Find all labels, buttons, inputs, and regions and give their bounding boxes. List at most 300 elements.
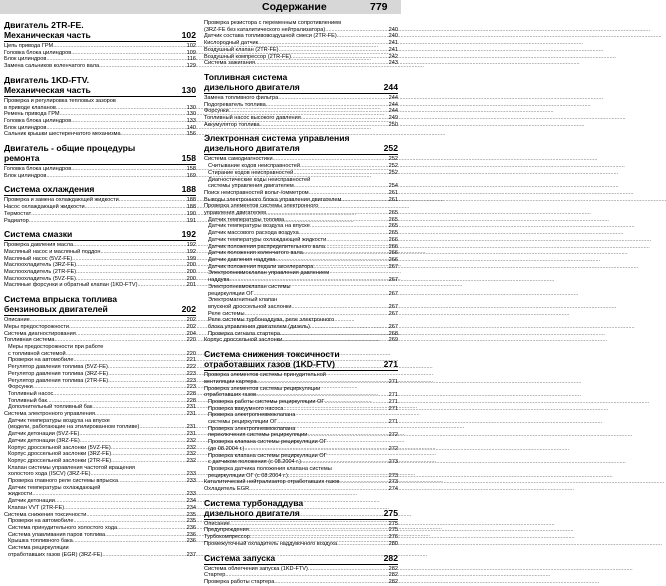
section-rule	[4, 41, 196, 42]
toc-entry[interactable]	[4, 256, 196, 263]
entry-page: 102	[186, 43, 196, 49]
toc-entry[interactable]	[204, 237, 398, 244]
dot-leader	[230, 277, 388, 284]
dot-leader	[266, 102, 388, 109]
entry-page: 268	[388, 330, 398, 337]
dot-leader	[118, 478, 186, 485]
entry-title: Головка блока цилиндров	[4, 117, 72, 124]
toc-entry[interactable]	[204, 406, 398, 413]
entry-page: 252	[388, 156, 398, 163]
toc-entry[interactable]	[4, 317, 196, 324]
toc-entry[interactable]	[204, 122, 398, 129]
toc-entry[interactable]	[4, 438, 196, 445]
toc-entry[interactable]	[204, 572, 398, 579]
section-rule	[4, 315, 196, 316]
toc-entry[interactable]	[204, 223, 398, 230]
toc-entry[interactable]	[204, 297, 398, 304]
toc-entry[interactable]	[4, 324, 196, 331]
entry-page: 202	[186, 323, 196, 330]
toc-entry[interactable]	[204, 372, 398, 379]
entry-title: Предупреждения	[204, 527, 249, 534]
entry-title: Промежуточный охладитель наддувочного воздуха	[204, 540, 338, 547]
toc-entry[interactable]	[4, 331, 196, 338]
toc-entry[interactable]	[204, 453, 398, 460]
entry-page: 156	[186, 131, 196, 138]
entry-title: управления двигателем	[204, 210, 266, 217]
toc-entry[interactable]	[204, 566, 398, 573]
toc-entry[interactable]	[204, 250, 398, 257]
toc-entry[interactable]	[204, 311, 398, 318]
entry-title: Регулятор давления топлива (3RZ-FE)	[8, 370, 109, 377]
entry-title: Стартер	[204, 572, 226, 579]
entry-title: Описание	[4, 317, 30, 324]
toc-entry[interactable]	[204, 337, 398, 344]
section-page: 192	[181, 229, 196, 240]
header-title: Содержание	[262, 1, 327, 13]
toc-entry[interactable]	[4, 378, 196, 385]
dot-leader	[266, 210, 388, 217]
dot-leader	[102, 552, 185, 559]
entry-page: 266	[388, 250, 398, 257]
entry-page: 235	[186, 511, 196, 518]
dot-leader	[72, 256, 185, 263]
toc-entry[interactable]	[4, 337, 196, 344]
toc-entry[interactable]	[204, 230, 398, 237]
entry-title: Меры предосторожности при работе	[8, 343, 104, 350]
dot-leader	[277, 419, 387, 426]
toc-entry[interactable]	[4, 262, 196, 269]
dot-leader	[71, 166, 185, 173]
entry-title: Датчик температуры воздуха на впуске	[208, 223, 310, 230]
entry-page: 109	[186, 49, 196, 56]
entry-page: 233	[186, 478, 196, 485]
dot-leader	[300, 163, 388, 170]
toc-entry[interactable]	[4, 364, 196, 371]
section-heading[interactable]	[204, 349, 398, 370]
entry-page: 271	[388, 405, 398, 412]
dot-leader	[244, 446, 387, 453]
toc-entry[interactable]	[204, 217, 398, 224]
toc-entry[interactable]	[204, 277, 398, 284]
dot-leader	[73, 538, 186, 545]
entry-page: 236	[186, 524, 196, 531]
toc-entry[interactable]	[4, 43, 196, 50]
toc-entry[interactable]	[4, 545, 196, 552]
dot-leader	[301, 459, 388, 466]
toc-section	[204, 548, 398, 586]
dot-leader	[341, 197, 387, 204]
entry-title: Проверка датчика положения клапана системы	[208, 465, 332, 472]
entry-page: 274	[388, 486, 398, 493]
dot-leader	[30, 317, 186, 324]
entry-page: 236	[186, 538, 196, 545]
dot-leader	[121, 131, 186, 138]
toc-entry[interactable]	[204, 412, 398, 419]
toc-entry[interactable]	[204, 177, 398, 184]
entry-title: Цепь привода ГРМ	[4, 43, 54, 49]
toc-entry[interactable]	[4, 357, 196, 364]
entry-title: Датчик массового расхода воздуха	[208, 230, 299, 237]
dot-leader	[258, 40, 388, 47]
dot-leader	[339, 479, 387, 486]
entry-page: 199	[186, 255, 196, 262]
entry-page: 130	[186, 111, 196, 118]
toc-entry[interactable]	[204, 527, 398, 534]
toc-entry[interactable]	[4, 211, 196, 218]
dot-leader	[46, 56, 186, 63]
toc-entry[interactable]	[4, 98, 196, 105]
toc-entry[interactable]	[204, 190, 398, 197]
dot-leader	[55, 337, 186, 344]
dot-leader	[105, 532, 186, 539]
toc-entry[interactable]	[204, 47, 398, 54]
dot-leader	[225, 572, 387, 579]
section-title: Электронная система управления дизельного двигателя	[204, 133, 350, 154]
toc-entry[interactable]	[204, 446, 398, 453]
entry-page: 271	[388, 398, 398, 405]
toc-entry[interactable]	[4, 249, 196, 256]
entry-title: Блок цилиндров	[4, 124, 47, 131]
section-page: 271	[383, 359, 398, 370]
entry-page: 244	[388, 94, 398, 101]
dot-leader	[337, 33, 388, 40]
entry-title: Корпус дроссельной заслонки (5VZ-FE)	[8, 444, 111, 451]
toc-entry[interactable]	[4, 404, 196, 411]
section-page: 188	[181, 184, 196, 195]
entry-page: 233	[186, 491, 196, 498]
entry-page: 275	[388, 527, 398, 534]
entry-title: Электропневмоклапан системы	[208, 283, 291, 290]
toc-entry[interactable]	[4, 498, 196, 505]
toc-entry[interactable]	[4, 344, 196, 351]
toc-entry[interactable]	[4, 118, 196, 125]
entry-title: Топливный бак	[8, 397, 47, 404]
toc-entry[interactable]	[204, 459, 398, 466]
toc-entry[interactable]	[4, 166, 196, 173]
entry-title: Аккумулятор топлива	[204, 121, 260, 128]
toc-entry[interactable]	[4, 505, 196, 512]
toc-entry[interactable]	[4, 485, 196, 492]
entry-title: Проверка электропневмоклапана	[208, 412, 296, 419]
toc-entry[interactable]	[204, 521, 398, 528]
entry-page: 242	[388, 53, 398, 60]
toc-entry[interactable]	[204, 54, 398, 61]
toc-entry[interactable]	[204, 60, 398, 67]
section-rule	[4, 240, 196, 241]
toc-entry[interactable]	[204, 264, 398, 271]
entry-title: Маслоохладитель (3RZ-FE)	[4, 262, 77, 269]
section-heading[interactable]	[4, 143, 196, 164]
entry-page: 252	[388, 169, 398, 176]
entry-page: 231	[186, 424, 196, 431]
toc-entry[interactable]	[4, 424, 196, 431]
entry-title: Датчик давления наддува	[208, 256, 276, 263]
toc-entry[interactable]	[4, 242, 196, 249]
dot-leader	[291, 54, 388, 61]
entry-page: 188	[186, 197, 196, 204]
entry-title: Замена топливного фильтра	[204, 94, 279, 101]
toc-entry[interactable]	[4, 269, 196, 276]
toc-entry[interactable]	[204, 20, 398, 27]
dot-leader	[76, 269, 186, 276]
section-heading[interactable]	[4, 20, 196, 41]
dot-leader	[292, 304, 388, 311]
dot-leader	[99, 63, 186, 70]
section-heading[interactable]	[4, 229, 196, 240]
toc-entry[interactable]	[4, 351, 196, 358]
toc-entry[interactable]	[204, 432, 398, 439]
entry-title: Турбокомпрессор	[204, 534, 250, 541]
entry-title: Клапан VVT (2TR-FE)	[8, 504, 65, 511]
section-heading[interactable]	[204, 553, 398, 564]
toc-entry[interactable]	[204, 115, 398, 122]
entry-title: Датчик детонации	[8, 498, 55, 505]
entry-title: Электропневмоклапан управления давлением	[208, 270, 330, 277]
toc-entry[interactable]	[204, 270, 398, 277]
dot-leader	[80, 438, 186, 445]
entry-page: 236	[186, 531, 196, 538]
entry-page: 192	[186, 242, 196, 249]
toc-entry[interactable]	[4, 458, 196, 465]
toc-entry[interactable]	[204, 203, 398, 210]
toc-entry[interactable]	[204, 210, 398, 217]
toc-entry[interactable]	[4, 518, 196, 525]
toc-entry[interactable]	[4, 411, 196, 418]
section-heading[interactable]	[4, 294, 196, 315]
entry-title: системы управления двигателем	[208, 183, 294, 190]
toc-entry[interactable]	[204, 304, 398, 311]
entry-page: 267	[388, 324, 398, 331]
entry-page: 273	[388, 479, 398, 486]
toc-entry[interactable]	[4, 105, 196, 112]
dot-leader	[250, 534, 388, 541]
toc-entry[interactable]	[4, 63, 196, 70]
entry-title: Проверка и замена охлаждающей жидкости	[4, 197, 119, 204]
toc-entry[interactable]	[4, 391, 196, 398]
toc-entry[interactable]	[204, 439, 398, 446]
entry-page: 200	[186, 275, 196, 282]
entry-title: в приводе клапанов	[4, 104, 56, 111]
toc-section	[4, 70, 196, 138]
section-title: Система снижения токсичности отработавших газов (1KD-FTV)	[204, 349, 340, 370]
entry-page: 223	[186, 370, 196, 377]
toc-entry[interactable]	[204, 534, 398, 541]
entry-page: 249	[388, 115, 398, 122]
entry-title: Диагностические коды неисправностей	[208, 176, 311, 183]
toc-entry[interactable]	[4, 418, 196, 425]
dot-leader	[260, 122, 388, 129]
entry-title: Описание	[204, 520, 230, 527]
toc-entry[interactable]	[204, 419, 398, 426]
toc-entry[interactable]	[4, 125, 196, 132]
entry-title: переключения системы рециркуляции	[208, 432, 308, 439]
toc-entry[interactable]	[4, 471, 196, 478]
toc-entry[interactable]	[4, 465, 196, 472]
dot-leader	[29, 218, 186, 225]
entry-page: 266	[388, 256, 398, 263]
toc-entry[interactable]	[4, 431, 196, 438]
toc-entry[interactable]	[204, 392, 398, 399]
section-heading[interactable]	[204, 72, 398, 93]
section-heading[interactable]	[204, 133, 398, 154]
section-page: 282	[383, 552, 398, 563]
page-header	[0, 0, 401, 16]
toc-entry[interactable]	[204, 95, 398, 102]
toc-entry[interactable]	[4, 451, 196, 458]
entry-title: Маслоохладитель (2TR-FE)	[4, 269, 77, 276]
entry-title: Система электронного управления	[4, 411, 95, 418]
entry-page: 271	[388, 392, 398, 399]
toc-entry[interactable]	[4, 532, 196, 539]
entry-page: 265	[388, 210, 398, 217]
toc-entry[interactable]	[204, 197, 398, 204]
toc-entry[interactable]	[204, 40, 398, 47]
toc-entry[interactable]	[4, 525, 196, 532]
toc-entry[interactable]	[4, 478, 196, 485]
toc-entry[interactable]	[204, 379, 398, 386]
entry-title: Проверка сигнала стартера	[208, 330, 280, 337]
page-number: 779	[370, 1, 388, 13]
toc-entry[interactable]	[204, 170, 398, 177]
entry-title: жидкости	[8, 491, 33, 498]
entry-page: 243	[388, 60, 398, 67]
dot-leader	[108, 378, 185, 385]
toc-entry[interactable]	[204, 426, 398, 433]
entry-page: 252	[388, 163, 398, 170]
entry-title: Клапан системы управления частотой вращения	[8, 464, 135, 471]
toc-entry[interactable]	[204, 386, 398, 393]
toc-entry[interactable]	[204, 466, 398, 473]
entry-page: 158	[186, 166, 196, 173]
entry-title: Датчик положения педали акселератора	[208, 263, 314, 270]
toc-entry[interactable]	[204, 244, 398, 251]
dot-leader	[301, 115, 388, 122]
entry-page: 201	[186, 282, 196, 289]
entry-title: Маслоохладитель (5VZ-FE)	[4, 275, 76, 282]
toc-entry[interactable]	[204, 163, 398, 170]
entry-title: Датчик температуры топлива	[208, 216, 285, 223]
dot-leader	[31, 211, 186, 218]
entry-title: Проверка главного реле системы впрыска	[8, 478, 118, 485]
entry-page: 140	[186, 124, 196, 131]
entry-title: вентиляции картера	[204, 378, 257, 385]
dot-leader	[255, 60, 388, 67]
toc-entry[interactable]	[4, 204, 196, 211]
entry-page: 234	[186, 498, 196, 505]
entry-title: Проверки на автомобиле	[8, 518, 74, 525]
section-rule	[4, 96, 196, 97]
right-column	[204, 20, 398, 585]
toc-entry[interactable]	[204, 183, 398, 190]
section-rule	[204, 154, 398, 155]
entry-page: 191	[186, 217, 196, 224]
toc-entry[interactable]	[204, 324, 398, 331]
dot-leader	[303, 250, 388, 257]
left-column	[4, 20, 196, 568]
entry-title: Выводы электронного блока управления двигателем	[204, 196, 342, 203]
section-title: Система запуска	[204, 552, 276, 563]
toc-entry[interactable]	[4, 173, 196, 180]
entry-page: 228	[186, 390, 196, 397]
entry-title: Считывание кодов неисправностей	[208, 163, 300, 170]
entry-page: 267	[388, 303, 398, 310]
section-page: 130	[181, 84, 196, 95]
section-heading[interactable]	[4, 75, 196, 96]
toc-entry[interactable]	[4, 512, 196, 519]
toc-entry[interactable]	[4, 491, 196, 498]
toc-entry[interactable]	[204, 579, 398, 586]
entry-page: 254	[388, 183, 398, 190]
toc-section	[4, 138, 196, 179]
dot-leader	[280, 331, 388, 338]
entry-title: Проверка и регулировка тепловых зазоров	[4, 97, 116, 104]
entry-title: Каталитический нейтрализатор отработавших газов	[204, 479, 340, 486]
entry-page: 280	[388, 540, 398, 547]
section-rule	[204, 93, 398, 94]
dot-leader	[325, 244, 388, 251]
entry-title: блока управления двигателем (дизель)	[208, 324, 310, 331]
toc-entry[interactable]	[204, 399, 398, 406]
entry-page: 267	[388, 310, 398, 317]
entry-title: Масляные форсунки и обратный клапан (1KD-FTV)	[4, 282, 138, 289]
entry-page: 169	[186, 172, 196, 179]
toc-entry[interactable]	[204, 486, 398, 493]
entry-page: 261	[388, 196, 398, 203]
entry-title: Ремень привода ГРМ	[4, 111, 60, 118]
section-heading[interactable]	[4, 184, 196, 195]
entry-title: Крышка топливного бака	[8, 538, 73, 545]
entry-title: Корпус дроссельной заслонки	[204, 337, 283, 344]
dot-leader	[76, 331, 186, 338]
toc-entry[interactable]	[4, 111, 196, 118]
dot-leader	[294, 183, 388, 190]
toc-entry[interactable]	[4, 384, 196, 391]
toc-entry[interactable]	[4, 552, 196, 559]
toc-entry[interactable]	[204, 257, 398, 264]
toc-entry[interactable]	[204, 102, 398, 109]
toc-entry[interactable]	[204, 479, 398, 486]
entry-title: Топливный насос высокого давления	[204, 115, 301, 122]
dot-leader	[313, 264, 387, 271]
toc-entry[interactable]	[204, 284, 398, 291]
entry-title: Электромагнитный клапан	[208, 297, 278, 304]
entry-page: 272	[388, 432, 398, 439]
entry-title: Топливный насос	[8, 390, 54, 397]
dot-leader	[76, 262, 186, 269]
toc-entry[interactable]	[204, 541, 398, 548]
toc-entry[interactable]	[4, 56, 196, 63]
entry-title: наддува	[208, 277, 230, 284]
toc-entry[interactable]	[4, 50, 196, 57]
entry-page: 234	[186, 504, 196, 511]
dot-leader	[86, 512, 185, 519]
entry-title: Реле системы	[208, 310, 245, 317]
dot-leader	[337, 541, 388, 548]
entry-title: Датчик положения распределительного вала	[208, 243, 325, 250]
entry-title: отработавших газов	[204, 392, 257, 399]
entry-page: 240	[388, 33, 398, 40]
dot-leader	[53, 391, 185, 398]
toc-entry[interactable]	[4, 282, 196, 289]
toc-entry[interactable]	[4, 131, 196, 138]
toc-entry[interactable]	[4, 218, 196, 225]
toc-entry[interactable]	[204, 317, 398, 324]
entry-page: 271	[388, 378, 398, 385]
dot-leader	[117, 525, 186, 532]
toc-entry[interactable]	[4, 538, 196, 545]
section-heading[interactable]	[204, 498, 398, 519]
toc-entry[interactable]	[4, 371, 196, 378]
